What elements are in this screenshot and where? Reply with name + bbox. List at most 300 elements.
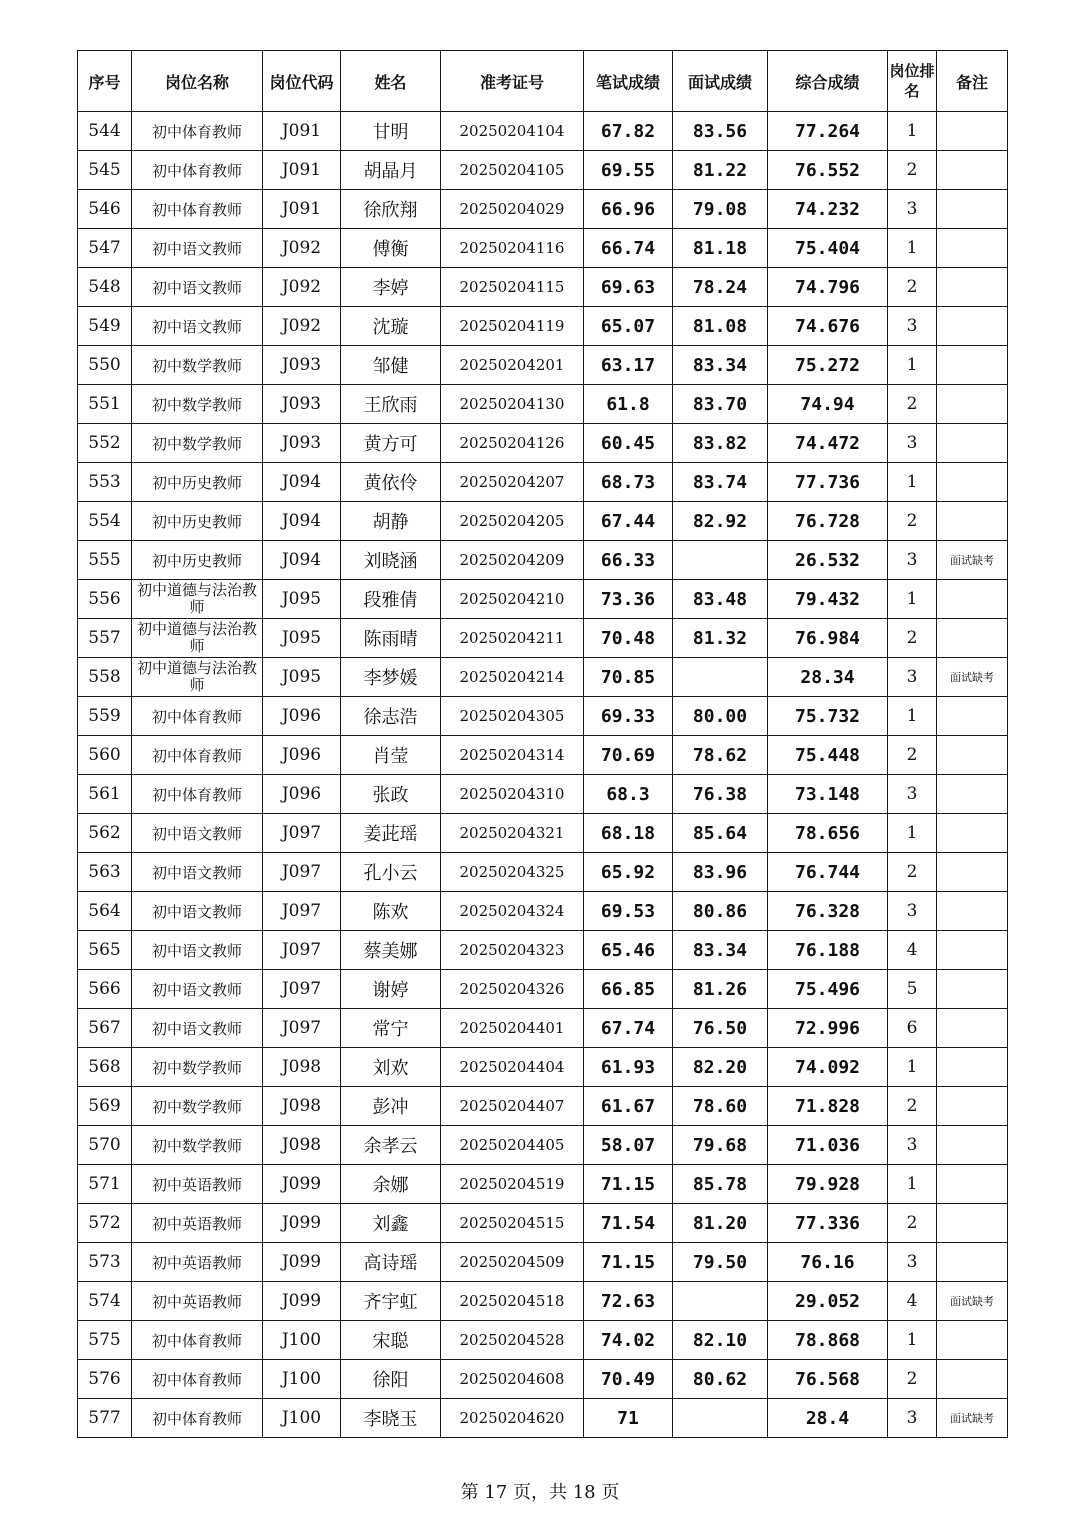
cell-ticket: 20250204321 — [441, 814, 584, 853]
cell-written-score: 70.85 — [584, 658, 673, 697]
cell-post-code: J093 — [263, 385, 341, 424]
cell-note — [937, 892, 1008, 931]
cell-name: 徐欣翔 — [341, 190, 441, 229]
cell-note: 面试缺考 — [937, 1399, 1008, 1438]
cell-post-code: J095 — [263, 580, 341, 619]
table-row — [78, 112, 1008, 151]
cell-interview-score: 76.38 — [673, 775, 768, 814]
cell-ticket: 20250204509 — [441, 1243, 584, 1282]
cell-rank: 1 — [888, 346, 937, 385]
cell-written-score: 65.07 — [584, 307, 673, 346]
cell-interview-score: 81.26 — [673, 970, 768, 1009]
cell-post-name: 初中数学教师 — [132, 346, 263, 385]
cell-interview-score: 82.10 — [673, 1321, 768, 1360]
cell-written-score: 60.45 — [584, 424, 673, 463]
cell-seq: 573 — [78, 1243, 132, 1282]
cell-ticket: 20250204405 — [441, 1126, 584, 1165]
cell-ticket: 20250204214 — [441, 658, 584, 697]
cell-written-score: 68.73 — [584, 463, 673, 502]
score-table — [77, 50, 1008, 1438]
cell-interview-score: 81.32 — [673, 619, 768, 658]
cell-interview-score: 80.00 — [673, 697, 768, 736]
header-ticket: 准考证号 — [441, 51, 584, 112]
cell-post-code: J091 — [263, 112, 341, 151]
cell-written-score: 69.33 — [584, 697, 673, 736]
cell-ticket: 20250204210 — [441, 580, 584, 619]
cell-interview-score — [673, 1399, 768, 1438]
cell-note — [937, 1009, 1008, 1048]
cell-name: 刘晓涵 — [341, 541, 441, 580]
header-note: 备注 — [937, 51, 1008, 112]
cell-seq: 571 — [78, 1165, 132, 1204]
cell-seq: 556 — [78, 580, 132, 619]
cell-post-name: 初中体育教师 — [132, 1399, 263, 1438]
cell-ticket: 20250204201 — [441, 346, 584, 385]
cell-ticket: 20250204314 — [441, 736, 584, 775]
cell-seq: 567 — [78, 1009, 132, 1048]
cell-post-code: J093 — [263, 346, 341, 385]
cell-post-code: J096 — [263, 775, 341, 814]
cell-note — [937, 151, 1008, 190]
cell-name: 黄方可 — [341, 424, 441, 463]
cell-interview-score: 82.92 — [673, 502, 768, 541]
cell-total-score: 77.336 — [768, 1204, 888, 1243]
cell-post-code: J093 — [263, 424, 341, 463]
cell-seq: 552 — [78, 424, 132, 463]
cell-total-score: 75.272 — [768, 346, 888, 385]
cell-seq: 577 — [78, 1399, 132, 1438]
cell-interview-score: 83.56 — [673, 112, 768, 151]
cell-note — [937, 346, 1008, 385]
cell-seq: 549 — [78, 307, 132, 346]
cell-interview-score: 85.78 — [673, 1165, 768, 1204]
cell-rank: 4 — [888, 1282, 937, 1321]
cell-seq: 562 — [78, 814, 132, 853]
cell-name: 王欣雨 — [341, 385, 441, 424]
cell-name: 彭冲 — [341, 1087, 441, 1126]
cell-post-name: 初中历史教师 — [132, 541, 263, 580]
cell-seq: 566 — [78, 970, 132, 1009]
header-name: 姓名 — [341, 51, 441, 112]
cell-note — [937, 268, 1008, 307]
cell-note: 面试缺考 — [937, 1282, 1008, 1321]
cell-rank: 2 — [888, 736, 937, 775]
table-row — [78, 970, 1008, 1009]
cell-rank: 3 — [888, 1399, 937, 1438]
cell-ticket: 20250204130 — [441, 385, 584, 424]
cell-rank: 1 — [888, 580, 937, 619]
cell-note — [937, 424, 1008, 463]
cell-name: 胡晶月 — [341, 151, 441, 190]
cell-post-name: 初中数学教师 — [132, 1048, 263, 1087]
cell-name: 陈雨晴 — [341, 619, 441, 658]
cell-rank: 3 — [888, 424, 937, 463]
cell-interview-score: 78.24 — [673, 268, 768, 307]
cell-seq: 565 — [78, 931, 132, 970]
cell-note: 面试缺考 — [937, 541, 1008, 580]
table-row — [78, 346, 1008, 385]
cell-interview-score: 83.96 — [673, 853, 768, 892]
cell-total-score: 71.828 — [768, 1087, 888, 1126]
cell-post-name: 初中历史教师 — [132, 502, 263, 541]
cell-rank: 1 — [888, 1048, 937, 1087]
cell-total-score: 74.676 — [768, 307, 888, 346]
cell-written-score: 69.55 — [584, 151, 673, 190]
table-row — [78, 190, 1008, 229]
cell-post-name: 初中数学教师 — [132, 1126, 263, 1165]
cell-total-score: 29.052 — [768, 1282, 888, 1321]
cell-written-score: 70.69 — [584, 736, 673, 775]
cell-interview-score: 78.60 — [673, 1087, 768, 1126]
cell-post-code: J094 — [263, 463, 341, 502]
cell-post-name: 初中数学教师 — [132, 424, 263, 463]
cell-seq: 553 — [78, 463, 132, 502]
cell-note — [937, 1204, 1008, 1243]
cell-total-score: 73.148 — [768, 775, 888, 814]
cell-written-score: 67.44 — [584, 502, 673, 541]
table-row — [78, 658, 1008, 697]
cell-ticket: 20250204207 — [441, 463, 584, 502]
cell-ticket: 20250204518 — [441, 1282, 584, 1321]
cell-seq: 548 — [78, 268, 132, 307]
cell-ticket: 20250204528 — [441, 1321, 584, 1360]
cell-rank: 1 — [888, 1165, 937, 1204]
cell-seq: 574 — [78, 1282, 132, 1321]
cell-post-name: 初中道德与法治教师 — [132, 619, 263, 658]
header-written: 笔试成绩 — [584, 51, 673, 112]
cell-interview-score: 76.50 — [673, 1009, 768, 1048]
cell-rank: 2 — [888, 1204, 937, 1243]
table-row — [78, 502, 1008, 541]
cell-written-score: 70.49 — [584, 1360, 673, 1399]
table-row — [78, 1321, 1008, 1360]
cell-rank: 1 — [888, 229, 937, 268]
cell-total-score: 74.092 — [768, 1048, 888, 1087]
cell-total-score: 78.868 — [768, 1321, 888, 1360]
cell-total-score: 76.744 — [768, 853, 888, 892]
cell-post-name: 初中体育教师 — [132, 151, 263, 190]
cell-written-score: 69.63 — [584, 268, 673, 307]
cell-interview-score: 83.82 — [673, 424, 768, 463]
cell-ticket: 20250204404 — [441, 1048, 584, 1087]
cell-post-code: J094 — [263, 541, 341, 580]
cell-post-code: J097 — [263, 931, 341, 970]
cell-total-score: 76.568 — [768, 1360, 888, 1399]
cell-seq: 545 — [78, 151, 132, 190]
cell-post-name: 初中体育教师 — [132, 697, 263, 736]
cell-ticket: 20250204209 — [441, 541, 584, 580]
cell-post-code: J099 — [263, 1282, 341, 1321]
cell-post-name: 初中语文教师 — [132, 853, 263, 892]
cell-seq: 544 — [78, 112, 132, 151]
cell-rank: 6 — [888, 1009, 937, 1048]
cell-post-code: J099 — [263, 1165, 341, 1204]
cell-interview-score: 83.34 — [673, 931, 768, 970]
cell-rank: 3 — [888, 892, 937, 931]
cell-post-name: 初中体育教师 — [132, 1360, 263, 1399]
cell-interview-score: 79.08 — [673, 190, 768, 229]
cell-total-score: 74.232 — [768, 190, 888, 229]
cell-seq: 557 — [78, 619, 132, 658]
cell-written-score: 66.33 — [584, 541, 673, 580]
cell-post-name: 初中英语教师 — [132, 1165, 263, 1204]
cell-ticket: 20250204324 — [441, 892, 584, 931]
cell-name: 齐宇虹 — [341, 1282, 441, 1321]
cell-ticket: 20250204105 — [441, 151, 584, 190]
cell-total-score: 76.16 — [768, 1243, 888, 1282]
cell-interview-score: 83.74 — [673, 463, 768, 502]
cell-post-code: J097 — [263, 853, 341, 892]
cell-post-code: J096 — [263, 697, 341, 736]
cell-rank: 1 — [888, 463, 937, 502]
cell-post-name: 初中体育教师 — [132, 112, 263, 151]
cell-seq: 554 — [78, 502, 132, 541]
cell-ticket: 20250204401 — [441, 1009, 584, 1048]
cell-name: 姜茈瑶 — [341, 814, 441, 853]
cell-note — [937, 463, 1008, 502]
cell-written-score: 71.54 — [584, 1204, 673, 1243]
cell-written-score: 69.53 — [584, 892, 673, 931]
cell-note — [937, 931, 1008, 970]
table-row — [78, 1048, 1008, 1087]
table-row — [78, 385, 1008, 424]
table-row — [78, 892, 1008, 931]
cell-note — [937, 502, 1008, 541]
header-rank: 岗位排名 — [888, 51, 937, 112]
cell-interview-score — [673, 1282, 768, 1321]
cell-seq: 551 — [78, 385, 132, 424]
cell-post-code: J091 — [263, 190, 341, 229]
cell-seq: 560 — [78, 736, 132, 775]
cell-post-name: 初中语文教师 — [132, 229, 263, 268]
cell-total-score: 75.496 — [768, 970, 888, 1009]
cell-ticket: 20250204029 — [441, 190, 584, 229]
cell-name: 余孝云 — [341, 1126, 441, 1165]
cell-ticket: 20250204119 — [441, 307, 584, 346]
cell-written-score: 58.07 — [584, 1126, 673, 1165]
header-seq: 序号 — [78, 51, 132, 112]
cell-ticket: 20250204515 — [441, 1204, 584, 1243]
cell-total-score: 26.532 — [768, 541, 888, 580]
cell-name: 谢婷 — [341, 970, 441, 1009]
cell-seq: 559 — [78, 697, 132, 736]
cell-written-score: 66.96 — [584, 190, 673, 229]
cell-interview-score: 81.20 — [673, 1204, 768, 1243]
cell-seq: 570 — [78, 1126, 132, 1165]
cell-written-score: 71.15 — [584, 1165, 673, 1204]
cell-total-score: 79.928 — [768, 1165, 888, 1204]
cell-total-score: 76.328 — [768, 892, 888, 931]
cell-rank: 4 — [888, 931, 937, 970]
cell-total-score: 74.796 — [768, 268, 888, 307]
cell-name: 蔡美娜 — [341, 931, 441, 970]
cell-post-code: J092 — [263, 268, 341, 307]
cell-ticket: 20250204126 — [441, 424, 584, 463]
cell-name: 刘鑫 — [341, 1204, 441, 1243]
cell-total-score: 77.736 — [768, 463, 888, 502]
cell-post-name: 初中语文教师 — [132, 892, 263, 931]
cell-rank: 2 — [888, 853, 937, 892]
cell-note — [937, 1126, 1008, 1165]
table-row — [78, 1087, 1008, 1126]
table-row — [78, 424, 1008, 463]
cell-written-score: 61.93 — [584, 1048, 673, 1087]
cell-post-name: 初中语文教师 — [132, 931, 263, 970]
cell-rank: 2 — [888, 1360, 937, 1399]
cell-post-name: 初中语文教师 — [132, 1009, 263, 1048]
cell-rank: 1 — [888, 1321, 937, 1360]
table-row — [78, 697, 1008, 736]
table-row — [78, 1204, 1008, 1243]
cell-rank: 1 — [888, 112, 937, 151]
cell-post-code: J100 — [263, 1321, 341, 1360]
cell-name: 胡静 — [341, 502, 441, 541]
cell-name: 高诗瑶 — [341, 1243, 441, 1282]
cell-seq: 561 — [78, 775, 132, 814]
cell-post-name: 初中道德与法治教师 — [132, 658, 263, 697]
cell-interview-score: 83.34 — [673, 346, 768, 385]
cell-total-score: 79.432 — [768, 580, 888, 619]
table-row — [78, 151, 1008, 190]
cell-note — [937, 307, 1008, 346]
header-interview: 面试成绩 — [673, 51, 768, 112]
cell-seq: 575 — [78, 1321, 132, 1360]
table-row — [78, 619, 1008, 658]
cell-name: 刘欢 — [341, 1048, 441, 1087]
cell-interview-score: 85.64 — [673, 814, 768, 853]
cell-ticket: 20250204325 — [441, 853, 584, 892]
cell-name: 孔小云 — [341, 853, 441, 892]
cell-written-score: 66.74 — [584, 229, 673, 268]
cell-note — [937, 1165, 1008, 1204]
cell-note — [937, 1048, 1008, 1087]
cell-name: 邹健 — [341, 346, 441, 385]
cell-ticket: 20250204104 — [441, 112, 584, 151]
cell-ticket: 20250204211 — [441, 619, 584, 658]
cell-seq: 555 — [78, 541, 132, 580]
cell-post-name: 初中英语教师 — [132, 1204, 263, 1243]
cell-name: 肖莹 — [341, 736, 441, 775]
cell-note — [937, 814, 1008, 853]
cell-post-name: 初中历史教师 — [132, 463, 263, 502]
cell-post-name: 初中体育教师 — [132, 736, 263, 775]
cell-ticket: 20250204608 — [441, 1360, 584, 1399]
cell-seq: 546 — [78, 190, 132, 229]
cell-post-code: J092 — [263, 229, 341, 268]
cell-post-code: J097 — [263, 814, 341, 853]
cell-rank: 3 — [888, 775, 937, 814]
cell-ticket: 20250204326 — [441, 970, 584, 1009]
cell-total-score: 74.472 — [768, 424, 888, 463]
cell-name: 李晓玉 — [341, 1399, 441, 1438]
table-row — [78, 1126, 1008, 1165]
cell-rank: 2 — [888, 268, 937, 307]
cell-total-score: 28.4 — [768, 1399, 888, 1438]
cell-total-score: 75.448 — [768, 736, 888, 775]
cell-note — [937, 619, 1008, 658]
cell-total-score: 76.552 — [768, 151, 888, 190]
table-row — [78, 814, 1008, 853]
cell-seq: 572 — [78, 1204, 132, 1243]
cell-name: 甘明 — [341, 112, 441, 151]
cell-total-score: 76.984 — [768, 619, 888, 658]
cell-note: 面试缺考 — [937, 658, 1008, 697]
header-row — [78, 51, 1008, 112]
header-post-code: 岗位代码 — [263, 51, 341, 112]
cell-rank: 2 — [888, 502, 937, 541]
cell-rank: 2 — [888, 151, 937, 190]
cell-note — [937, 775, 1008, 814]
cell-post-name: 初中体育教师 — [132, 190, 263, 229]
cell-total-score: 72.996 — [768, 1009, 888, 1048]
cell-post-code: J100 — [263, 1399, 341, 1438]
cell-rank: 3 — [888, 1243, 937, 1282]
cell-post-name: 初中体育教师 — [132, 775, 263, 814]
cell-written-score: 68.3 — [584, 775, 673, 814]
cell-rank: 3 — [888, 190, 937, 229]
header-post-name: 岗位名称 — [132, 51, 263, 112]
cell-note — [937, 853, 1008, 892]
cell-written-score: 67.82 — [584, 112, 673, 151]
cell-written-score: 72.63 — [584, 1282, 673, 1321]
table-row — [78, 229, 1008, 268]
cell-post-name: 初中语文教师 — [132, 307, 263, 346]
cell-name: 李梦媛 — [341, 658, 441, 697]
cell-post-code: J097 — [263, 1009, 341, 1048]
cell-post-code: J092 — [263, 307, 341, 346]
cell-ticket: 20250204407 — [441, 1087, 584, 1126]
cell-interview-score: 78.62 — [673, 736, 768, 775]
table-row — [78, 307, 1008, 346]
cell-seq: 576 — [78, 1360, 132, 1399]
table-row — [78, 775, 1008, 814]
cell-post-name: 初中语文教师 — [132, 814, 263, 853]
cell-post-name: 初中道德与法治教师 — [132, 580, 263, 619]
cell-written-score: 65.92 — [584, 853, 673, 892]
table-row — [78, 1399, 1008, 1438]
cell-seq: 564 — [78, 892, 132, 931]
cell-written-score: 74.02 — [584, 1321, 673, 1360]
cell-total-score: 75.732 — [768, 697, 888, 736]
cell-rank: 2 — [888, 1087, 937, 1126]
cell-note — [937, 229, 1008, 268]
cell-post-code: J100 — [263, 1360, 341, 1399]
cell-seq: 569 — [78, 1087, 132, 1126]
cell-total-score: 28.34 — [768, 658, 888, 697]
cell-post-code: J099 — [263, 1243, 341, 1282]
cell-note — [937, 697, 1008, 736]
cell-post-code: J095 — [263, 619, 341, 658]
cell-written-score: 73.36 — [584, 580, 673, 619]
cell-name: 李婷 — [341, 268, 441, 307]
cell-post-code: J097 — [263, 970, 341, 1009]
cell-ticket: 20250204205 — [441, 502, 584, 541]
cell-ticket: 20250204620 — [441, 1399, 584, 1438]
cell-post-name: 初中语文教师 — [132, 970, 263, 1009]
cell-interview-score: 83.70 — [673, 385, 768, 424]
cell-interview-score: 79.50 — [673, 1243, 768, 1282]
cell-total-score: 75.404 — [768, 229, 888, 268]
table-row — [78, 1282, 1008, 1321]
cell-total-score: 76.728 — [768, 502, 888, 541]
cell-name: 张政 — [341, 775, 441, 814]
cell-post-code: J094 — [263, 502, 341, 541]
cell-post-code: J091 — [263, 151, 341, 190]
cell-written-score: 71 — [584, 1399, 673, 1438]
cell-interview-score — [673, 541, 768, 580]
cell-name: 余娜 — [341, 1165, 441, 1204]
cell-rank: 3 — [888, 658, 937, 697]
